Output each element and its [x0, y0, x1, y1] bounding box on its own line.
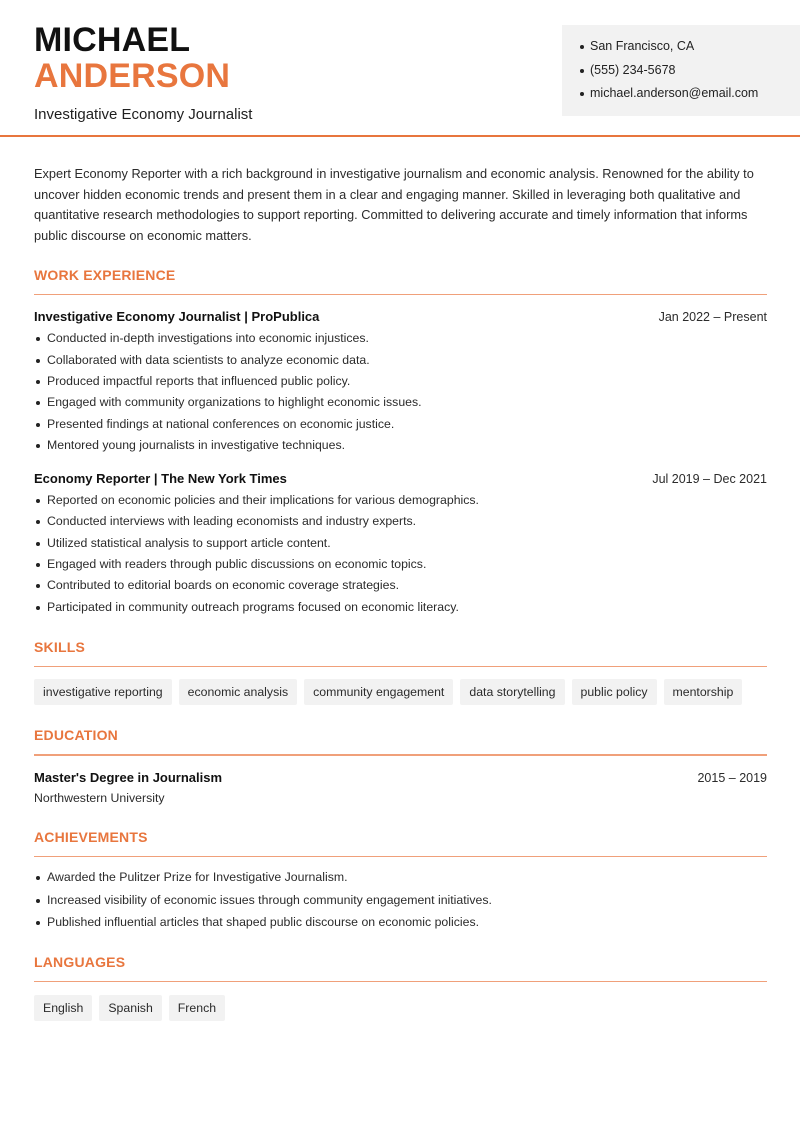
- bullet-icon: [36, 606, 40, 610]
- bullet-icon: [36, 899, 40, 903]
- bullet-icon: [36, 542, 40, 546]
- list-item: Collaborated with data scientists to analyze economic data.: [34, 353, 767, 374]
- skill-tag: community engagement: [304, 679, 453, 705]
- job-role: Economy Reporter | The New York Times: [34, 471, 287, 487]
- language-tags: [34, 995, 767, 1021]
- skills-section: [34, 639, 767, 706]
- work-section: [34, 267, 767, 621]
- education-degree: Master's Degree in Journalism: [34, 769, 223, 785]
- phone-text: (555) 234-5678: [590, 62, 676, 77]
- contact-phone: [580, 63, 800, 87]
- contact-location: [580, 39, 800, 63]
- list-item: Utilized statistical analysis to support article content.: [34, 536, 767, 557]
- bullet-icon: [580, 45, 584, 49]
- job-dates: Jan 2022 – Present: [658, 310, 767, 325]
- name-block: [34, 22, 252, 123]
- skill-tag: public policy: [572, 679, 657, 705]
- list-item: Reported on economic policies and their implications for various demographics.: [34, 493, 767, 514]
- bullet-icon: [36, 563, 40, 567]
- bullet-icon: [580, 92, 584, 96]
- bullet-icon: [36, 876, 40, 880]
- section-title-languages: LANGUAGES: [34, 953, 126, 970]
- section-divider: [34, 981, 767, 983]
- contact-email: [580, 86, 800, 110]
- language-tag: French: [169, 995, 225, 1021]
- section-divider: [34, 666, 767, 668]
- bullet-icon: [36, 584, 40, 588]
- list-item: Contributed to editorial boards on economic coverage strategies.: [34, 578, 767, 599]
- skill-tag: data storytelling: [460, 679, 564, 705]
- skills-tags: [34, 679, 767, 705]
- list-item: Mentored young journalists in investigative techniques.: [34, 438, 767, 459]
- list-item: Participated in community outreach programs focused on economic literacy.: [34, 600, 767, 621]
- achievements-section: [34, 829, 767, 938]
- section-title-skills: SKILLS: [34, 638, 85, 655]
- list-item: Conducted in-depth investigations into economic injustices.: [34, 331, 767, 352]
- bullet-icon: [36, 444, 40, 448]
- summary-paragraph: Expert Economy Reporter with a rich background in investigative journalism and economic analysis. Renowned for the ability to uncover hidden economic trends and present them in a clear and engaging manner. Skilled in leveraging both qualitative and quantitative research methodologies to support reporting. Committed to delivering accurate and timely information that informs public discourse on economic matters.: [34, 166, 754, 244]
- language-tag: English: [34, 995, 92, 1021]
- education-school: Northwestern University: [34, 790, 165, 805]
- bullet-icon: [36, 337, 40, 341]
- resume-header: [0, 0, 800, 137]
- email-text: michael.anderson@email.com: [590, 86, 759, 100]
- languages-section: [34, 954, 767, 1022]
- section-title-education: EDUCATION: [34, 727, 118, 744]
- bullet-icon: [36, 520, 40, 524]
- list-item: Engaged with readers through public discussions on economic topics.: [34, 557, 767, 578]
- section-divider: [34, 856, 767, 858]
- bullet-icon: [36, 359, 40, 363]
- location-text: San Francisco, CA: [590, 39, 695, 53]
- list-item: Increased visibility of economic issues through community engagement initiatives.: [34, 893, 767, 916]
- education-dates: 2015 – 2019: [697, 770, 767, 785]
- list-item: Conducted interviews with leading economists and industry experts.: [34, 514, 767, 535]
- bullet-icon: [36, 380, 40, 384]
- bullet-icon: [36, 921, 40, 925]
- list-item: Awarded the Pulitzer Prize for Investigative Journalism.: [34, 870, 767, 893]
- section-divider: [34, 754, 767, 756]
- section-title-work: WORK EXPERIENCE: [34, 266, 176, 283]
- skill-tag: economic analysis: [179, 679, 297, 705]
- section-divider: [34, 294, 767, 296]
- skill-tag: investigative reporting: [34, 679, 172, 705]
- section-title-achievements: ACHIEVEMENTS: [34, 828, 148, 845]
- list-item: Engaged with community organizations to highlight economic issues.: [34, 395, 767, 416]
- headline-title: Investigative Economy Journalist: [34, 106, 253, 123]
- contact-box: [562, 25, 800, 116]
- list-item: Produced impactful reports that influenced public policy.: [34, 374, 767, 395]
- job-entry: [34, 309, 767, 459]
- skill-tag: mentorship: [664, 679, 743, 705]
- language-tag: Spanish: [99, 995, 161, 1021]
- last-name: ANDERSON: [34, 57, 231, 95]
- job-role: Investigative Economy Journalist | ProPublica: [34, 309, 320, 325]
- bullet-icon: [36, 423, 40, 427]
- bullet-icon: [36, 499, 40, 503]
- job-entry: [34, 471, 767, 621]
- first-name: MICHAEL: [34, 21, 191, 59]
- job-bullets: [34, 493, 767, 621]
- education-section: [34, 727, 767, 805]
- bullet-icon: [580, 69, 584, 73]
- list-item: Presented findings at national conferences on economic justice.: [34, 417, 767, 438]
- resume-body: [34, 164, 767, 1021]
- job-bullets: [34, 331, 767, 459]
- list-item: Published influential articles that shaped public discourse on economic policies.: [34, 915, 767, 938]
- bullet-icon: [36, 401, 40, 405]
- job-dates: Jul 2019 – Dec 2021: [652, 472, 767, 487]
- achievement-bullets: [34, 870, 767, 938]
